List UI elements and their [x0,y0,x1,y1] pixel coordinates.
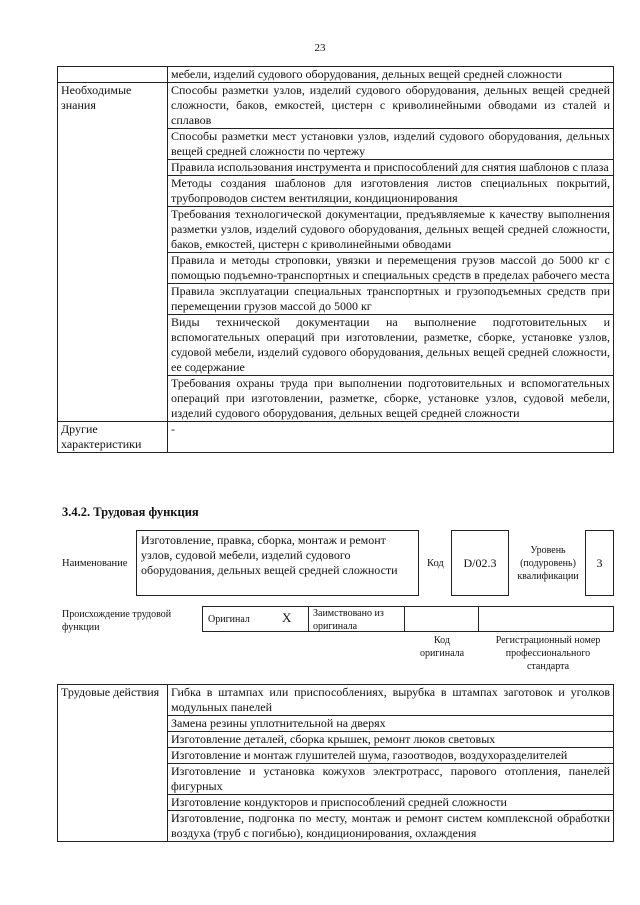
actions-label: Трудовые действия [58,685,168,842]
row-item: мебели, изделий судового оборудования, дельных вещей средней сложности [168,67,614,83]
row-item: Способы разметки мест установки узлов, изделий судового оборудования, дельных вещей средней сложности по чертежу [168,129,614,160]
row-item: Правила использования инструмента и приспособлений для снятия шаблонов с плаза [168,160,614,176]
original-mark: X [282,610,292,625]
table-row [58,685,614,716]
section-heading: 3.4.2. Трудовая функция [62,505,199,519]
origin-divider-1 [308,606,309,632]
action-item: Изготовление деталей, сборка крышек, ремонт люков световых [168,732,614,748]
action-item: Гибка в штампах или приспособлениях, вырубка в штампах заготовок и уголков модульных панелей [168,685,614,716]
row-item: Требования технологической документации, предъявляемые к качеству выполнения разметки узлов, изделий судового оборудования, дельных вещей средней сложности, баков, емкостей, цистерн с криволинейными обводами [168,207,614,253]
level-value: 3 [585,530,614,596]
origin-divider-2 [404,606,405,632]
row-label: Другие характеристики [58,422,168,453]
knowledge-table [57,66,614,453]
reg-number-label: Регистрационный номер профессионального стандарта [495,635,601,672]
original-label: Оригинал [208,614,250,625]
row-item: Способы разметки узлов, изделий судового оборудования, дельных вещей средней сложности, баков, емкостей, цистерн с криволинейными обводами из сталей и сплавов [168,83,614,129]
action-item: Изготовление кондукторов и приспособлений средней сложности [168,795,614,811]
borrowed-label: Заимствовано из оригинала [313,608,384,632]
row-label: Необходимые знания [58,83,168,422]
action-item: Изготовление и установка кожухов электротрасс, парового отопления, панелей фигурных [168,764,614,795]
function-name: Изготовление, правка, сборка, монтаж и ремонт узлов, судовой мебели, изделий судового оборудования, дельных вещей средней сложности [136,530,419,596]
code-label: Код [427,558,444,569]
code-value: D/02.3 [451,530,509,596]
row-item: Требования охраны труда при выполнении подготовительных и вспомогательных операций при изготовлении, разметке, сборке, установке узлов, судовой мебели, изделий судового оборудования, дельных вещей средней сложности [168,376,614,422]
row-item: Правила эксплуатации специальных транспортных и грузоподъемных средств при перемещении грузов массой до 5000 кг [168,284,614,315]
name-label: Наименование [62,558,128,569]
row-item: - [168,422,614,453]
origin-box [202,606,614,632]
row-item: Правила и методы строповки, увязки и перемещения грузов массой до 5000 кг с помощью подъемно-транспортных и специальных средств в пределах рабочего места [168,253,614,284]
table-row [58,422,614,453]
origin-label: Происхождение трудовой функции [62,609,172,633]
actions-table [57,684,614,842]
page-number: 23 [314,42,326,54]
origin-divider-3 [478,606,479,632]
level-label: Уровень (подуровень) квалификации [517,545,579,582]
row-item: Виды технической документации на выполнение подготовительных и вспомогательных операций при изготовлении, разметке, сборке, установке узлов, судовой мебели, изделий судового оборудования, дельных вещей средней сложности, ее содержание [168,315,614,376]
table-row [58,83,614,129]
action-item: Изготовление и монтаж глушителей шума, газоотводов, воздухоразделителей [168,748,614,764]
table-row [58,67,614,83]
action-item: Изготовление, подгонка по месту, монтаж и ремонт систем комплексной обработки воздуха (труб с погибью), кондиционирования, охлаждения [168,811,614,842]
action-item: Замена резины уплотнительной на дверях [168,716,614,732]
row-label [58,67,168,83]
row-item: Методы создания шаблонов для изготовления листов специальных покрытий, трубопроводов систем вентиляции, кондиционирования [168,176,614,207]
origin-code-label: Код оригинала [419,635,465,659]
